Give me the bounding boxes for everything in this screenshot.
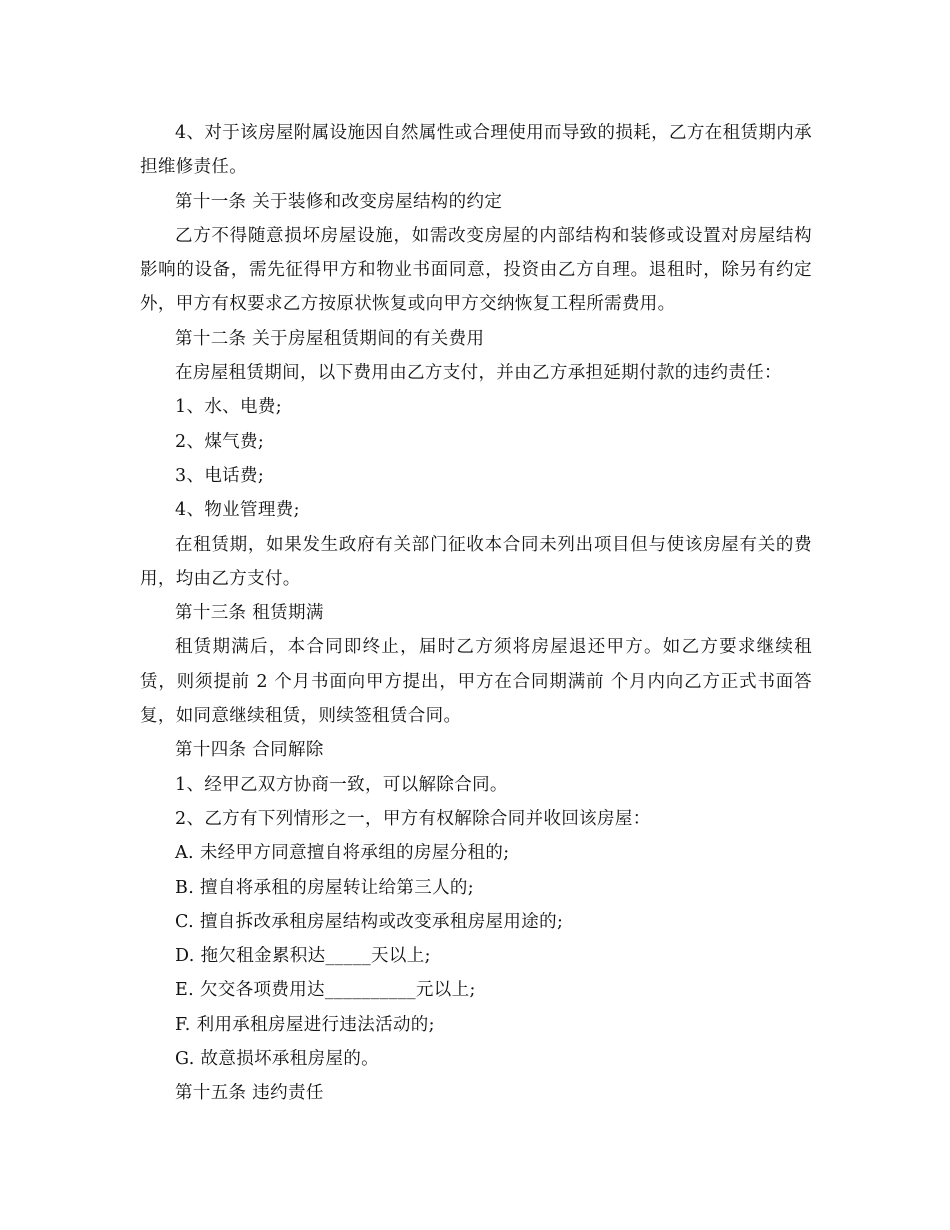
heading-clause-15: 第十五条 违约责任 — [175, 1083, 324, 1104]
list-item-condition-d: D. 拖欠租金累积达_____天以上; — [175, 946, 431, 967]
list-item-fee-3: 3、电话费; — [175, 465, 265, 486]
list-item-condition-a: A. 未经甲方同意擅自将承组的房屋分租的; — [175, 843, 510, 864]
list-item-fee-4: 4、物业管理费; — [175, 500, 300, 521]
heading-clause-14: 第十四条 合同解除 — [175, 740, 324, 761]
list-item-fee-1: 1、水、电费; — [175, 397, 282, 418]
list-item-condition-f: F. 利用承租房屋进行违法活动的; — [175, 1014, 435, 1035]
list-item-termination-1: 1、经甲乙双方协商一致，可以解除合同。 — [175, 774, 508, 795]
paragraph-clause-11-body: 乙方不得随意损坏房屋设施，如需改变房屋的内部结构和装修或设置对房屋结构影响的设备，需先征得甲方和物业书面同意，投资由乙方自理。退租时，除另有约定外，甲方有权要求乙方按原状恢复或向甲方交纳恢复工程所需费用。 — [140, 225, 812, 315]
list-item-condition-e: E. 欠交各项费用达__________元以上; — [175, 980, 476, 1001]
paragraph-clause-10-item-4: 4、对于该房屋附属设施因自然属性或合理使用而导致的损耗，乙方在租赁期内承担维修责任。 — [140, 123, 812, 178]
paragraph-clause-12-other-fees: 在租赁期，如果发生政府有关部门征收本合同未列出项目但与使该房屋有关的费用，均由乙方支付。 — [140, 534, 812, 589]
list-item-termination-2: 2、乙方有下列情形之一，甲方有权解除合同并收回该房屋： — [175, 808, 651, 829]
list-item-condition-b: B. 擅自将承租的房屋转让给第三人的; — [175, 877, 475, 898]
heading-clause-13: 第十三条 租赁期满 — [175, 603, 324, 624]
paragraph-clause-12-intro: 在房屋租赁期间，以下费用由乙方支付，并由乙方承担延期付款的违约责任： — [175, 363, 782, 384]
heading-clause-12: 第十二条 关于房屋租赁期间的有关费用 — [175, 328, 485, 349]
heading-clause-11: 第十一条 关于装修和改变房屋结构的约定 — [175, 191, 503, 212]
list-item-condition-c: C. 擅自拆改承租房屋结构或改变承租房屋用途的; — [175, 911, 564, 932]
list-item-condition-g: G. 故意损坏承租房屋的。 — [175, 1049, 380, 1070]
list-item-fee-2: 2、煤气费; — [175, 431, 265, 452]
document-body — [140, 116, 812, 1111]
paragraph-clause-13-body: 租赁期满后，本合同即终止，届时乙方须将房屋退还甲方。如乙方要求继续租赁，则须提前 2 个月书面向甲方提出，甲方在合同期满前 个月内向乙方正式书面答复，如同意继续租赁，则续签租赁合同。 — [140, 637, 812, 727]
